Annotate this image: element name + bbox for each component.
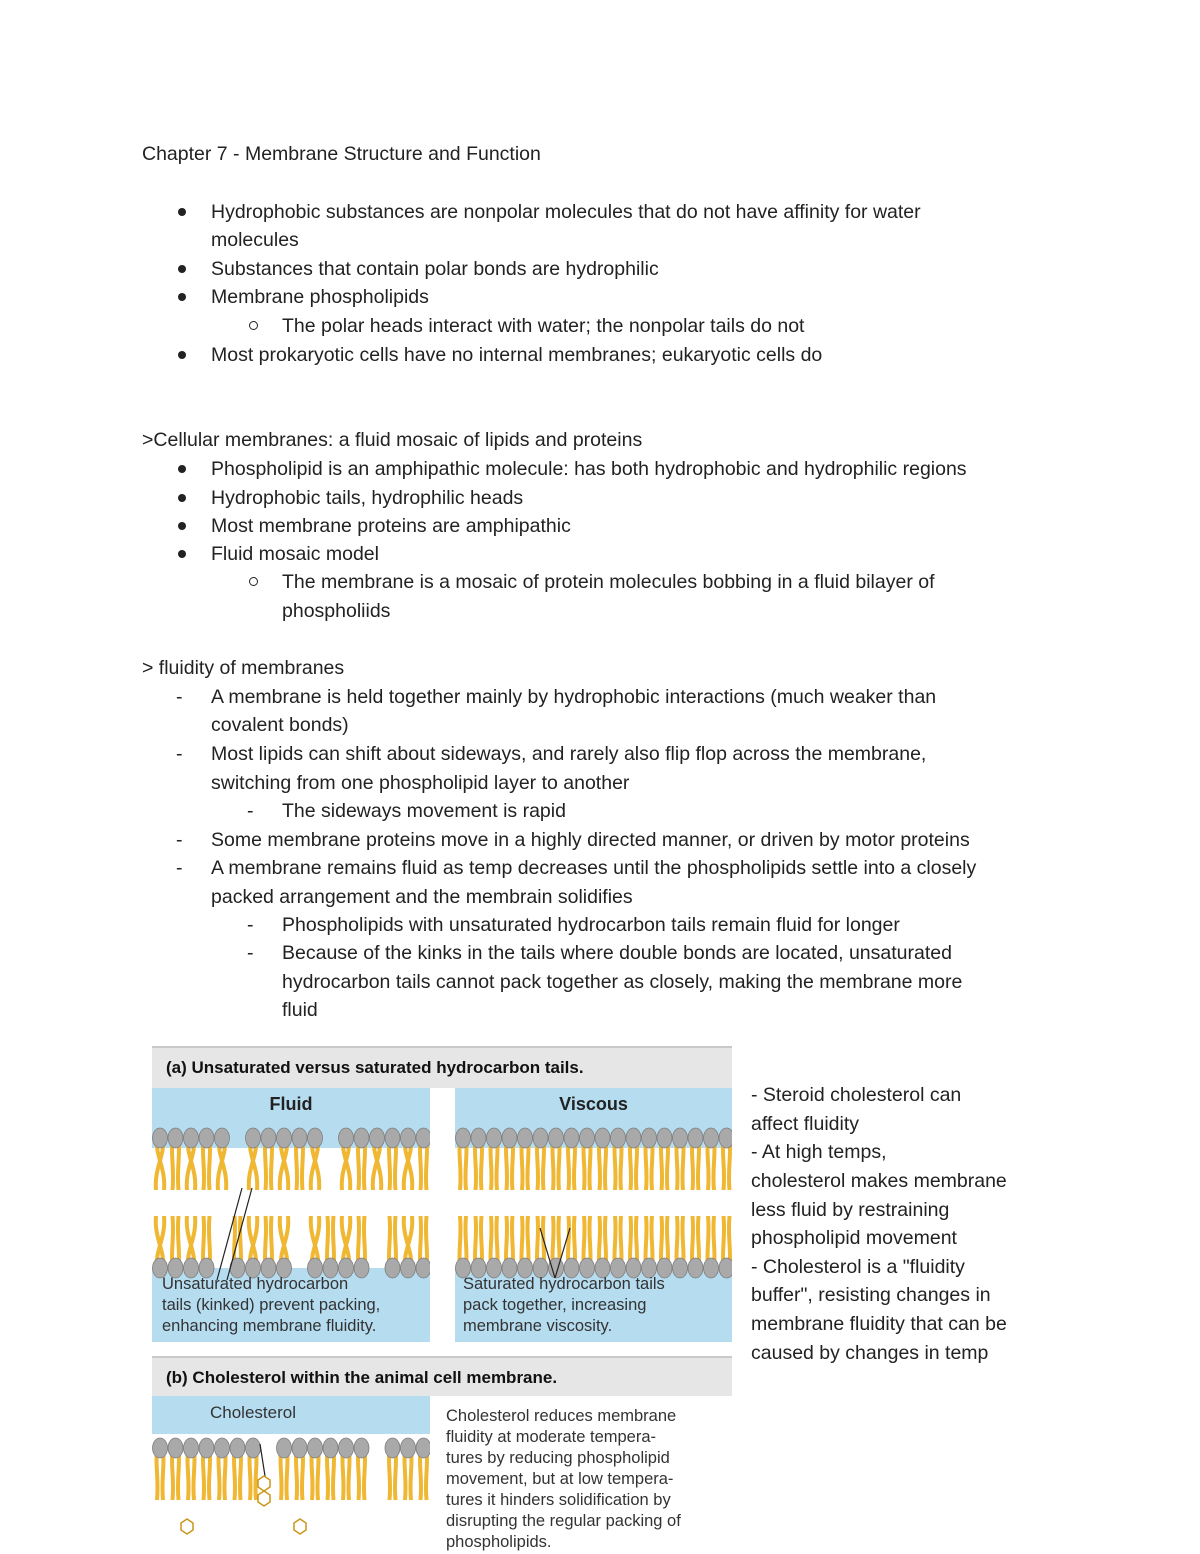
lipid-head [471, 1128, 486, 1148]
lipid-head [246, 1128, 261, 1148]
lipid-head [595, 1128, 610, 1148]
sub-list-item: Phospholipids with unsaturated hydrocarbon tails remain fluid for longer [282, 914, 900, 936]
fluid-panel [152, 1088, 430, 1342]
hollow-bullet-icon [249, 321, 258, 330]
section-heading: >Cellular membranes: a fluid mosaic of lipids and proteins [142, 429, 643, 451]
lipid-head [487, 1128, 502, 1148]
lipid-head [401, 1258, 416, 1278]
b-caption-line: tures by reducing phospholipid [446, 1449, 670, 1467]
lipid-head [401, 1128, 416, 1148]
list-item: Substances that contain polar bonds are hydrophilic [211, 258, 659, 280]
cholesterol-panel [152, 1396, 430, 1553]
side-note-line: cholesterol makes membrane [751, 1170, 1007, 1192]
lipid-head [416, 1438, 430, 1458]
lipid-head [261, 1128, 276, 1148]
viscous-caption-line: membrane viscosity. [463, 1317, 613, 1335]
viscous-caption-line: Saturated hydrocarbon tails [463, 1275, 665, 1293]
b-caption-line: disrupting the regular packing of [446, 1512, 681, 1530]
list-item-continued: molecules [211, 229, 299, 251]
figure-a-header: (a) Unsaturated versus saturated hydrocarbon tails. [152, 1046, 732, 1088]
bullet-icon [178, 550, 186, 558]
sub-list-item-continued: fluid [282, 999, 318, 1021]
lipid-head [704, 1258, 719, 1278]
list-item: Most prokaryotic cells have no internal membranes; eukaryotic cells do [211, 344, 823, 366]
bullet-icon [178, 293, 186, 301]
lipid-head [580, 1128, 595, 1148]
lipid-head [168, 1128, 183, 1148]
lipid-head [533, 1128, 548, 1148]
sub-list-item: The polar heads interact with water; the nonpolar tails do not [282, 315, 805, 337]
lipid-head [354, 1128, 369, 1148]
fluid-title: Fluid [269, 1094, 313, 1114]
lipid-head [308, 1128, 323, 1148]
bullet-icon [178, 465, 186, 473]
list-item: Hydrophobic substances are nonpolar molecules that do not have affinity for water [211, 201, 921, 223]
lipid-head [292, 1438, 307, 1458]
side-note-line: caused by changes in temp [751, 1342, 989, 1364]
sub-list-item: The sideways movement is rapid [282, 800, 566, 822]
lipid-head [626, 1128, 641, 1148]
lipid-head [564, 1128, 579, 1148]
dash-marker: - [176, 743, 183, 765]
side-note-line: phospholipid movement [751, 1227, 957, 1249]
list-item: A membrane is held together mainly by hydrophobic interactions (much weaker than [211, 686, 937, 708]
lipid-head [277, 1128, 292, 1148]
list-item-continued: covalent bonds) [211, 714, 349, 736]
side-note-line: - Steroid cholesterol can [751, 1084, 962, 1106]
list-item: Hydrophobic tails, hydrophilic heads [211, 487, 524, 509]
cholesterol-caption-box [430, 1396, 732, 1553]
lipid-head [416, 1128, 430, 1148]
dash-marker: - [176, 686, 183, 708]
list-item: Fluid mosaic model [211, 543, 379, 565]
lipid-head [277, 1438, 292, 1458]
lipid-head [215, 1438, 230, 1458]
lipid-head [704, 1128, 719, 1148]
list-item: Most membrane proteins are amphipathic [211, 515, 571, 537]
bullet-icon [178, 208, 186, 216]
lipid-head [549, 1128, 564, 1148]
lipid-head [502, 1128, 517, 1148]
cholesterol-label: Cholesterol [210, 1403, 296, 1422]
lipid-head [354, 1258, 369, 1278]
list-item-continued: switching from one phospholipid layer to another [211, 772, 630, 794]
list-item: Membrane phospholipids [211, 286, 429, 308]
lipid-head [385, 1438, 400, 1458]
sub-list-item-continued: hydrocarbon tails cannot pack together as closely, making the membrane more [282, 971, 963, 993]
lipid-head [719, 1128, 732, 1148]
lipid-head [385, 1258, 400, 1278]
list-item: Some membrane proteins move in a highly directed manner, or driven by motor proteins [211, 829, 970, 851]
side-note-line: membrane fluidity that can be [751, 1313, 1007, 1335]
lipid-head [673, 1258, 688, 1278]
viscous-title: Viscous [559, 1094, 628, 1114]
dash-marker: - [176, 829, 183, 851]
bullet-icon [178, 265, 186, 273]
lipid-head [184, 1438, 199, 1458]
lipid-head [673, 1128, 688, 1148]
list-item: A membrane remains fluid as temp decreases until the phospholipids settle into a closely [211, 857, 977, 879]
lipid-head [230, 1438, 245, 1458]
lipid-head [339, 1438, 354, 1458]
bullet-icon [178, 351, 186, 359]
b-caption-line: movement, but at low tempera- [446, 1470, 674, 1488]
sub-list-item: Because of the kinks in the tails where double bonds are located, unsaturated [282, 942, 952, 964]
side-note-line: - At high temps, [751, 1141, 887, 1163]
side-note-line: - Cholesterol is a "fluidity [751, 1256, 965, 1278]
dash-marker: - [247, 914, 254, 936]
lipid-head [370, 1128, 385, 1148]
lipid-head [199, 1438, 214, 1458]
bullet-icon [178, 522, 186, 530]
lipid-head [688, 1128, 703, 1148]
fluid-caption-line: tails (kinked) prevent packing, [162, 1296, 381, 1314]
lipid-head [168, 1438, 183, 1458]
viscous-caption-line: pack together, increasing [463, 1296, 647, 1314]
lipid-head [184, 1128, 199, 1148]
side-note-line: less fluid by restraining [751, 1199, 950, 1221]
side-note-line: affect fluidity [751, 1113, 860, 1135]
b-caption-line: Cholesterol reduces membrane [446, 1407, 677, 1425]
fluid-caption-line: enhancing membrane fluidity. [162, 1317, 377, 1335]
lipid-head [518, 1128, 533, 1148]
section-heading: > fluidity of membranes [142, 657, 345, 679]
lipid-head [719, 1258, 732, 1278]
lipid-head [642, 1128, 657, 1148]
cholesterol-bilayer-illustration [152, 1424, 430, 1553]
page-title: Chapter 7 - Membrane Structure and Function [142, 143, 541, 165]
dash-marker: - [176, 857, 183, 879]
lipid-head [657, 1128, 672, 1148]
dash-marker: - [247, 800, 254, 822]
list-item: Phospholipid is an amphipathic molecule: has both hydrophobic and hydrophilic regions [211, 458, 967, 480]
lipid-head [401, 1438, 416, 1458]
bullet-icon [178, 494, 186, 502]
side-note-line: buffer", resisting changes in [751, 1284, 991, 1306]
lipid-head [323, 1438, 338, 1458]
lipid-head [611, 1128, 626, 1148]
lipid-head [416, 1258, 430, 1278]
lipid-head [339, 1128, 354, 1148]
lipid-head [385, 1128, 400, 1148]
membrane-figure [152, 1046, 732, 1553]
b-caption-line: fluidity at moderate tempera- [446, 1428, 657, 1446]
lipid-head [308, 1438, 323, 1458]
lipid-head [354, 1438, 369, 1458]
hollow-bullet-icon [249, 577, 258, 586]
sub-list-item-continued: phospholiids [282, 600, 391, 622]
list-item: Most lipids can shift about sideways, and rarely also flip flop across the membrane, [211, 743, 927, 765]
fluid-caption-line: Unsaturated hydrocarbon [162, 1275, 349, 1293]
lipid-head [456, 1128, 471, 1148]
b-caption-line: phospholipids. [446, 1533, 552, 1551]
sub-list-item: The membrane is a mosaic of protein molecules bobbing in a fluid bilayer of [282, 571, 935, 593]
figure-b-header: (b) Cholesterol within the animal cell membrane. [152, 1356, 732, 1396]
dash-marker: - [247, 942, 254, 964]
lipid-head [199, 1128, 214, 1148]
b-caption-line: tures it hinders solidification by [446, 1491, 671, 1509]
lipid-head [246, 1438, 261, 1458]
lipid-head [153, 1438, 168, 1458]
lipid-head [215, 1128, 230, 1148]
lipid-head [688, 1258, 703, 1278]
lipid-head [292, 1128, 307, 1148]
viscous-panel [455, 1088, 732, 1342]
list-item-continued: packed arrangement and the membrain solidifies [211, 886, 633, 908]
lipid-head [153, 1128, 168, 1148]
